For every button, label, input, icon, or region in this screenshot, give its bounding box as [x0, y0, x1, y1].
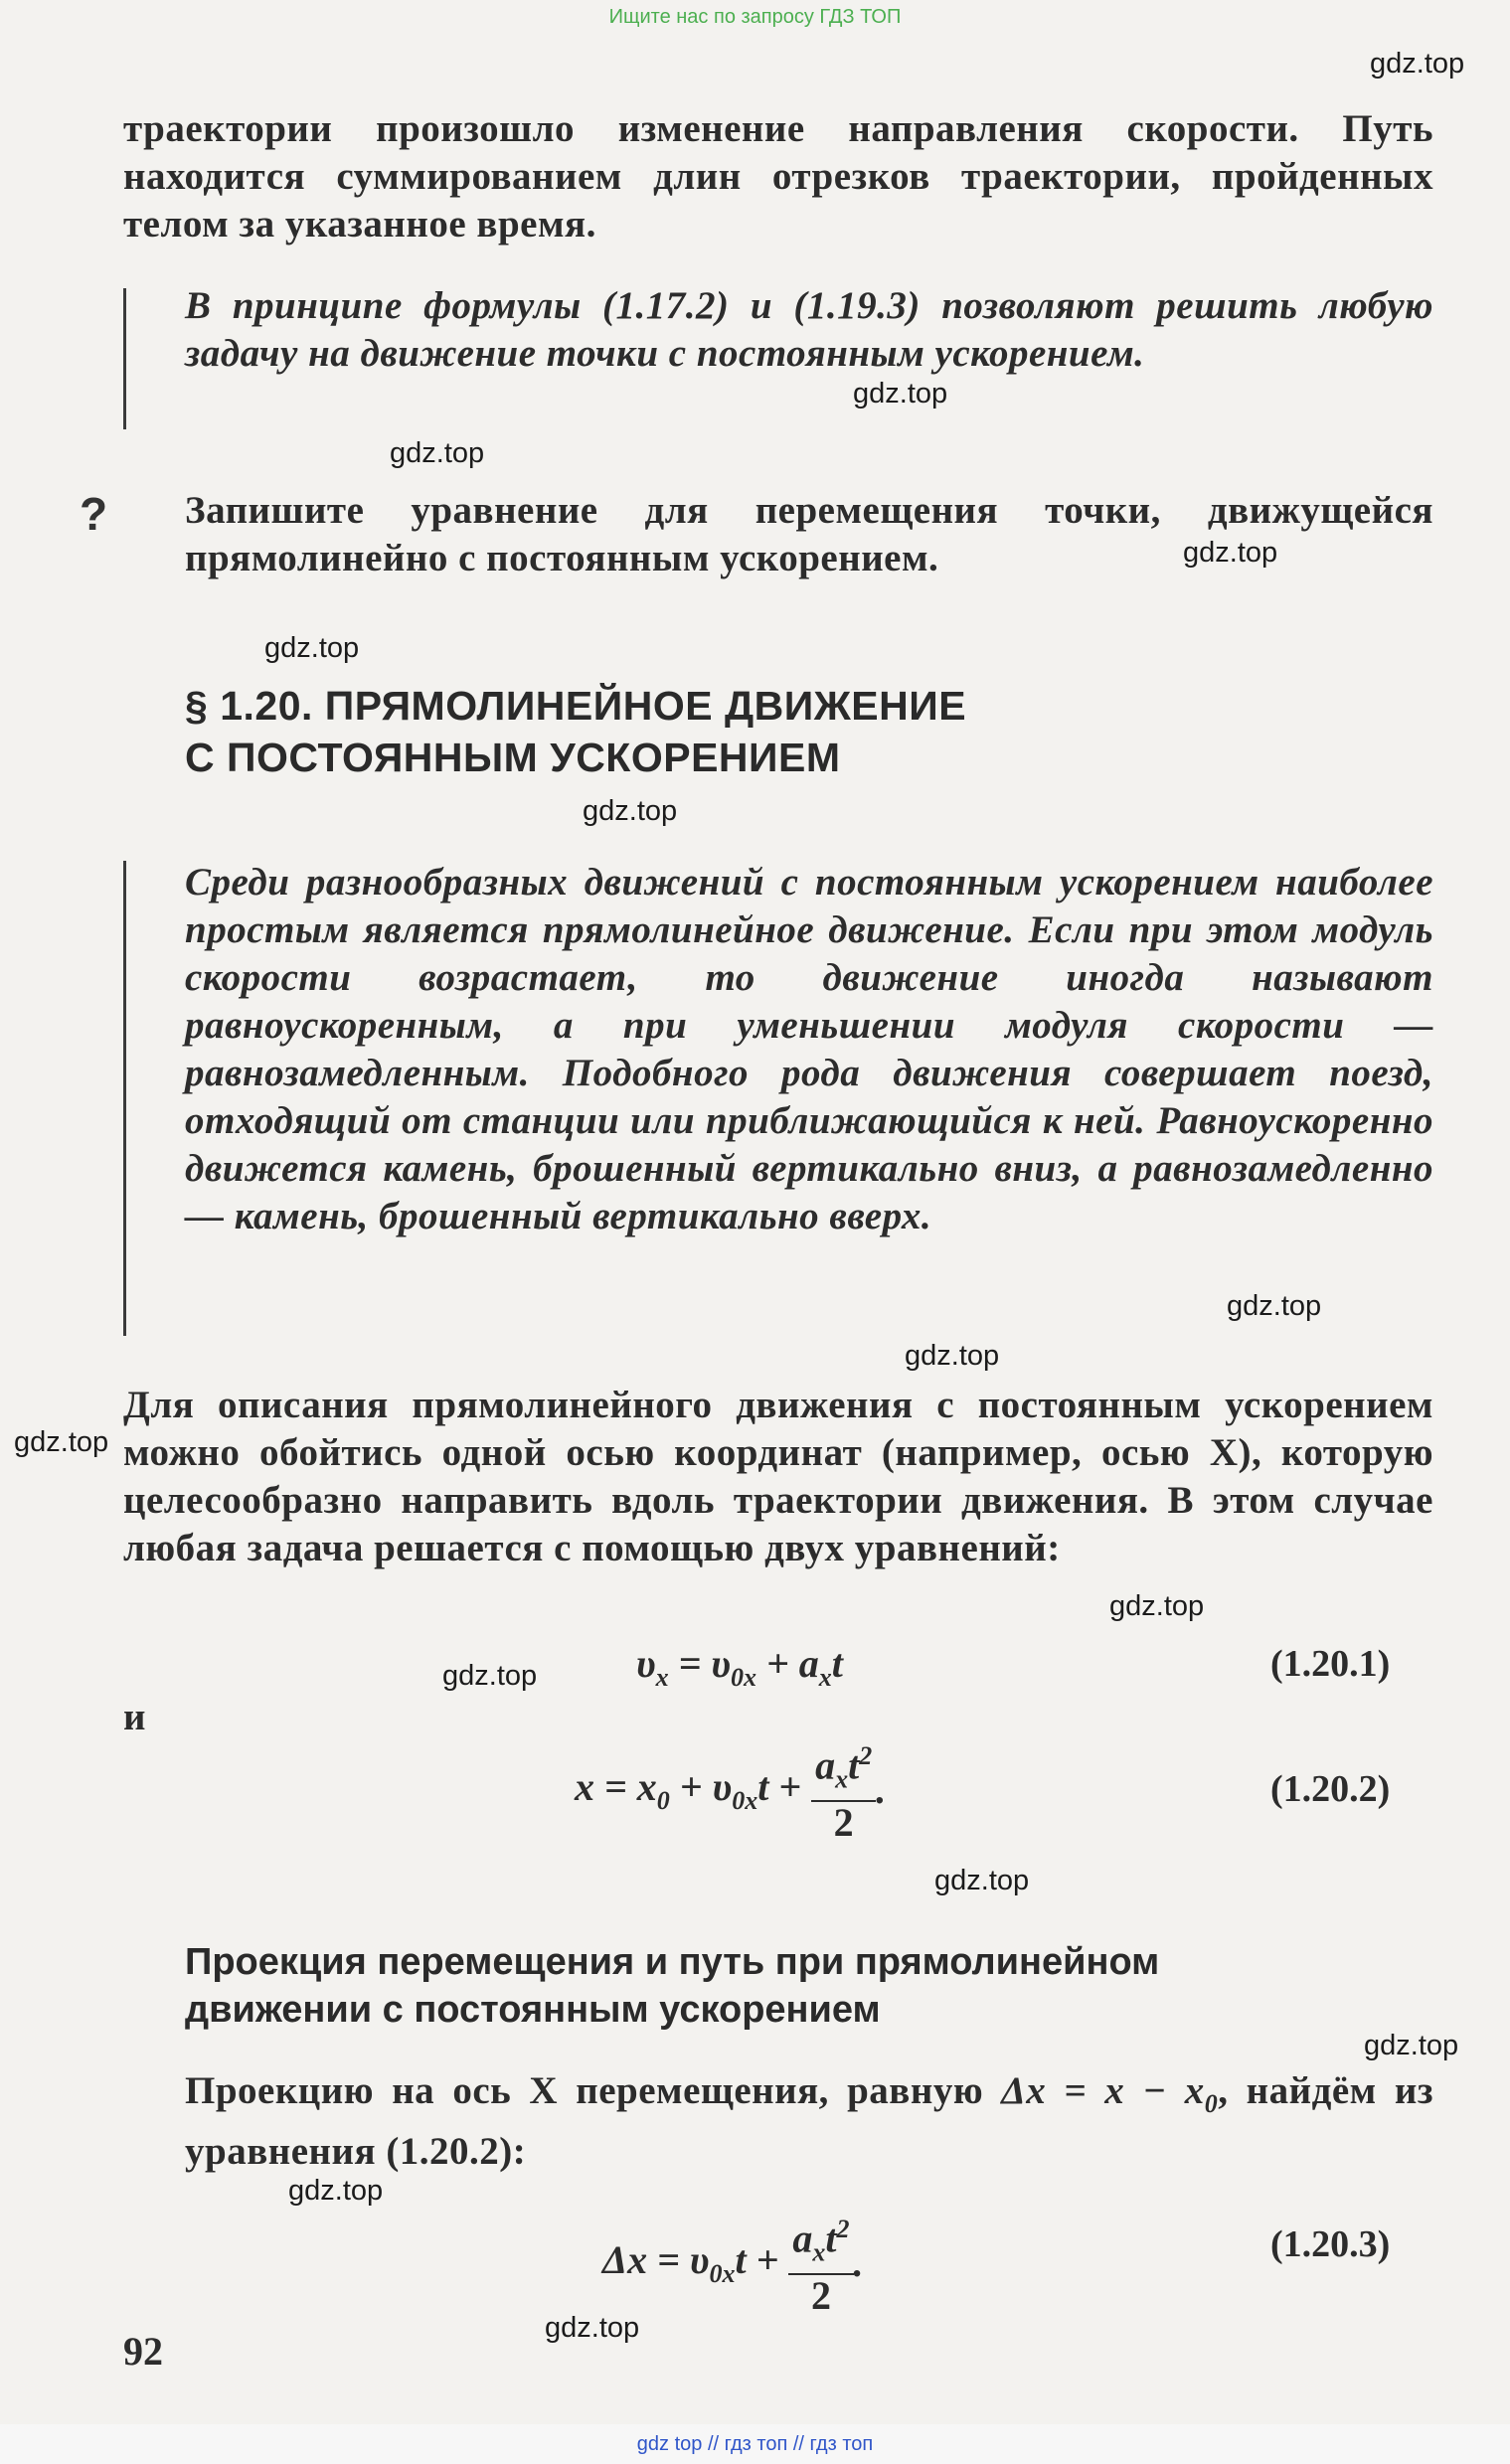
equation-number: (1.20.2): [1270, 1768, 1391, 1810]
watermark: gdz.top: [905, 1340, 1000, 1372]
watermark: gdz.top: [1227, 1290, 1322, 1322]
watermark: gdz.top: [14, 1426, 109, 1458]
watermark: gdz.top: [545, 2312, 640, 2344]
conjunction: и: [123, 1696, 146, 1738]
watermark: gdz.top: [288, 2175, 384, 2207]
watermark: gdz.top: [1370, 48, 1465, 80]
watermark: gdz.top: [264, 632, 360, 664]
question-mark-icon: ?: [80, 488, 108, 540]
watermark: gdz.top: [1109, 1590, 1205, 1622]
note-formulas: В принципе формулы (1.17.2) и (1.19.3) позволяют решить любую задачу на движение точки с постоянным ускорением.: [185, 284, 1433, 375]
subheading-line2: движении с постоянным ускорением: [185, 1989, 881, 2031]
note-rectilinear: Среди разнообразных движений с постоянным ускорением наиболее простым является прямолинейное движение. Если при этом модуль скорости возрастает, то движение иногда называют равноускоренным, а при уменьшении модуля скорости — равнозамедленным. Подобного рода движения совершает поезд, отходящий от станции или приближающийся к ней. Равноускоренно движется камень, брошенный вертикально вниз, а равнозамедленно — камень, брошенный вертикально вверх.: [185, 861, 1433, 1237]
top-banner[interactable]: Ищите нас по запросу ГДЗ ТОП: [608, 6, 902, 28]
section-title-line2: С ПОСТОЯННЫМ УСКОРЕНИЕМ: [185, 735, 841, 780]
equation-number: (1.20.1): [1270, 1643, 1391, 1685]
equation-coordinate: $x = x_0 + \upsilon_{0x}t$ + $\frac{a_xt^2}{2}$ .: [575, 1735, 886, 1844]
question-text: Запишите уравнение для перемещения точки, движущейся прямолинейно с постоянным ускорением.: [185, 489, 1433, 579]
note-bar: [123, 861, 126, 1336]
note-bar: [123, 288, 126, 429]
page-number: 92: [123, 2329, 163, 2374]
equation-velocity: $\upsilon_x = \upsilon_{0x} + a_xt$: [636, 1641, 843, 1692]
paragraph-description: Для описания прямолинейного движения с постоянным ускорением можно обойтись одной осью координат (например, осью X), которую целесообразно направить вдоль траектории движения. В этом случае любая задача решается с помощью двух уравнений:: [123, 1384, 1433, 1569]
equation-displacement: $\Delta x = \upsilon_{0x}t$ + $\frac{a_xt^2}{2}$ .: [602, 2209, 864, 2317]
paragraph-displacement: Проекцию на ось X перемещения, равную $\Delta x = x - x_0$, найдём из уравнения (1.20.2):: [185, 2069, 1434, 2173]
equation-number: (1.20.3): [1270, 2223, 1391, 2265]
watermark: gdz.top: [583, 795, 678, 827]
watermark: gdz.top: [853, 378, 948, 410]
paragraph-intro: траектории произошло изменение направления скорости. Путь находится суммированием длин отрезков траектории, пройденных телом за указанное время.: [123, 107, 1433, 246]
watermark: gdz.top: [390, 437, 485, 469]
watermark: gdz.top: [1183, 537, 1278, 569]
watermark: gdz.top: [934, 1865, 1030, 1896]
section-title-line1: § 1.20. ПРЯМОЛИНЕЙНОЕ ДВИЖЕНИЕ: [185, 683, 967, 729]
bottom-links[interactable]: gdz top // гдз топ // гдз топ: [0, 2424, 1510, 2464]
watermark: gdz.top: [442, 1660, 538, 1692]
subheading-line1: Проекция перемещения и путь при прямолинейном: [185, 1941, 1160, 1983]
watermark: gdz.top: [1364, 2030, 1459, 2061]
